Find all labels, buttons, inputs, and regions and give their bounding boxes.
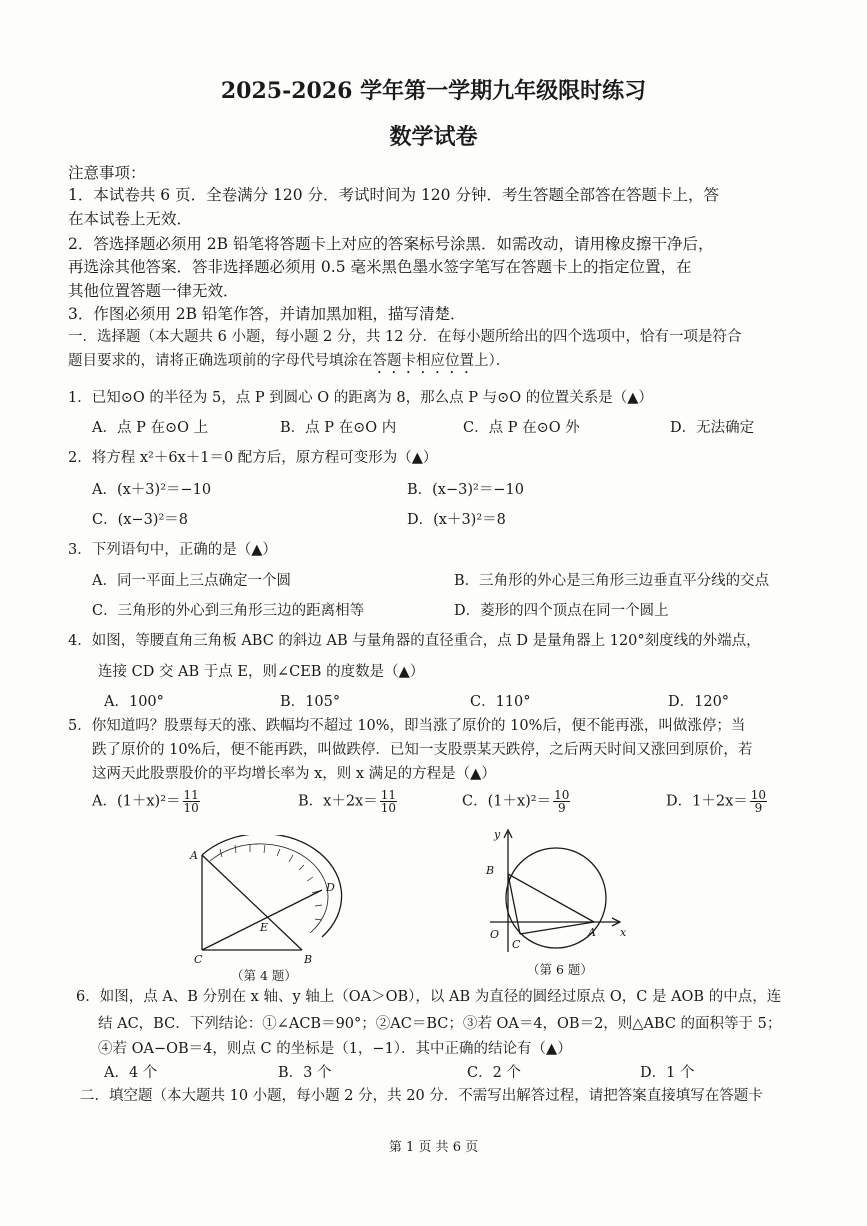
q6-option-c: C．2 个 xyxy=(467,1065,521,1081)
label-y: y xyxy=(494,828,501,841)
section1-header: 一．选择题（本大题共 6 小题，每小题 2 分，共 12 分．在每小题所给出的四个选项中，恰有一项是符合 xyxy=(68,329,742,345)
figure-6 xyxy=(470,822,640,957)
q3-option-b: B．三角形的外心是三角形三边垂直平分线的交点 xyxy=(454,573,770,589)
q2-option-a: A．(x＋3)²＝−10 xyxy=(92,482,212,498)
q2-option-d: D．(x＋3)²＝8 xyxy=(407,512,506,528)
q6-stem-1: 6．如图，点 A、B 分别在 x 轴、y 轴上（OA＞OB），以 AB 为直径的圆经过原点 O，C 是 AOB 的中点，连 xyxy=(76,989,782,1005)
notice-line: 2．答选择题必须用 2B 铅笔将答题卡上对应的答案标号涂黑．如需改动，请用橡皮擦干净后， xyxy=(68,235,714,253)
q4-option-c: C．110° xyxy=(470,694,531,710)
exam-subject: 数学试卷 xyxy=(389,124,478,150)
q6-stem-3: ④若 OA−OB＝4，则点 C 的坐标是（1，−1）．其中正确的结论有（▲） xyxy=(98,1041,572,1057)
label-a: A xyxy=(588,926,596,939)
q1-option-b: B．点 P 在⊙O 内 xyxy=(280,420,397,436)
q3-option-d: D．菱形的四个顶点在同一个圆上 xyxy=(454,603,669,619)
q4-option-b: B．105° xyxy=(280,694,341,710)
q5-option-d: D．1＋2x＝ $\frac{10}{9}$ xyxy=(666,788,767,815)
q1-stem: 1．已知⊙O 的半径为 5，点 P 到圆心 O 的距离为 8，那么点 P 与⊙O 的位置关系是（▲） xyxy=(68,390,653,406)
label-x: x xyxy=(620,926,627,939)
section1-header-2 xyxy=(68,349,510,377)
notice-line: 1．本试卷共 6 页．全卷满分 120 分．考试时间为 120 分钟．考生答题全部答在答题卡上，答 xyxy=(68,186,719,204)
q4-option-d: D．120° xyxy=(668,694,730,710)
segment-cd xyxy=(202,890,322,950)
q6-stem-2: 结 AC，BC．下列结论：①∠ACB＝90°；②AC＝BC；③若 OA＝4，OB＝2，则△ABC 的面积等于 5； xyxy=(98,1016,782,1032)
notice-heading: 注意事项： xyxy=(68,164,146,182)
notice-line: 其他位置答题一律无效． xyxy=(68,282,239,300)
segment-ac xyxy=(520,922,594,934)
label-a: A xyxy=(190,849,198,862)
q1-option-a: A．点 P 在⊙O 上 xyxy=(92,420,209,436)
q2-stem: 2．将方程 x²＋6x＋1＝0 配方后，原方程可变形为（▲） xyxy=(68,450,438,466)
q3-option-a: A．同一平面上三点确定一个圆 xyxy=(92,573,291,589)
q5-stem-1: 5．你知道吗？股票每天的涨、跌幅均不超过 10%，即当涨了原价的 10%后，便不能再涨，叫做涨停；当 xyxy=(68,718,746,734)
exam-title: 2025-2026 学年第一学期九年级限时练习 xyxy=(220,78,647,104)
q4-option-a: A．100° xyxy=(104,694,164,710)
q6-option-b: B．3 个 xyxy=(278,1065,332,1081)
protractor-ticks xyxy=(220,844,322,920)
q5-option-b: B．x＋2x＝ $\frac{11}{10}$ xyxy=(298,788,397,815)
q1-option-c: C．点 P 在⊙O 外 xyxy=(463,420,580,436)
notice-line: 在本试卷上无效． xyxy=(68,210,193,228)
page-footer: 第 1 页 共 6 页 xyxy=(388,1140,479,1155)
label-o: O xyxy=(490,928,500,941)
figure-4 xyxy=(180,835,350,970)
q5-stem-3: 这两天此股票股价的平均增长率为 x，则 x 满足的方程是（▲） xyxy=(92,766,496,782)
q4-stem-1: 4．如图，等腰直角三角板 ABC 的斜边 AB 与量角器的直径重合，点 D 是量角器上 120°刻度线的外端点， xyxy=(68,633,761,649)
q5-stem-2: 跌了原价的 10%后，便不能再跌，叫做跌停．已知一支股票某天跌停，之后两天时间又涨回到原价，若 xyxy=(92,742,753,758)
figure-4-caption: （第 4 题） xyxy=(231,968,297,983)
q4-stem-2: 连接 CD 交 AB 于点 E，则∠CEB 的度数是（▲） xyxy=(98,664,425,680)
figure-6-caption: （第 6 题） xyxy=(527,962,593,977)
label-e: E xyxy=(260,921,269,934)
q2-option-c: C．(x−3)²＝8 xyxy=(92,512,188,528)
q3-stem: 3．下列语句中，正确的是（▲） xyxy=(68,542,277,558)
section2-header: 二．填空题（本大题共 10 小题，每小题 2 分，共 20 分．不需写出解答过程，请把答案直接填写在答题卡 xyxy=(80,1088,763,1104)
q1-option-d: D．无法确定 xyxy=(670,420,755,436)
protractor-inner-arc xyxy=(210,844,328,933)
q5-option-a: A．(1＋x)²＝ $\frac{11}{10}$ xyxy=(92,788,199,815)
q6-option-d: D．1 个 xyxy=(640,1065,695,1081)
notice-line: 3．作图必须用 2B 铅笔作答，并请加黑加粗，描写清楚． xyxy=(68,305,466,323)
section1-text: 题目要求的，请将正确选项前的字母代号填涂在 xyxy=(68,353,373,369)
label-b: B xyxy=(304,953,313,966)
label-c: C xyxy=(194,953,203,966)
label-c: C xyxy=(512,938,521,951)
q5-option-c: C．(1＋x)²＝ $\frac{10}{9}$ xyxy=(462,788,570,815)
notice-line: 再选涂其他答案．答非选择题必须用 0.5 毫米黑色墨水签字笔写在答题卡上的指定位置，在 xyxy=(68,258,692,276)
segment-ab xyxy=(202,855,302,950)
label-d: D xyxy=(326,881,335,894)
section1-emph: 答题卡相应位置 xyxy=(372,353,474,369)
segment-ab xyxy=(508,874,594,922)
q3-option-c: C．三角形的外心到三角形三边的距离相等 xyxy=(92,603,365,619)
q6-option-a: A．4 个 xyxy=(104,1065,158,1081)
section1-text-end: 上）． xyxy=(474,353,511,369)
q2-option-b: B．(x−3)²＝−10 xyxy=(407,482,524,498)
label-b: B xyxy=(486,864,495,877)
